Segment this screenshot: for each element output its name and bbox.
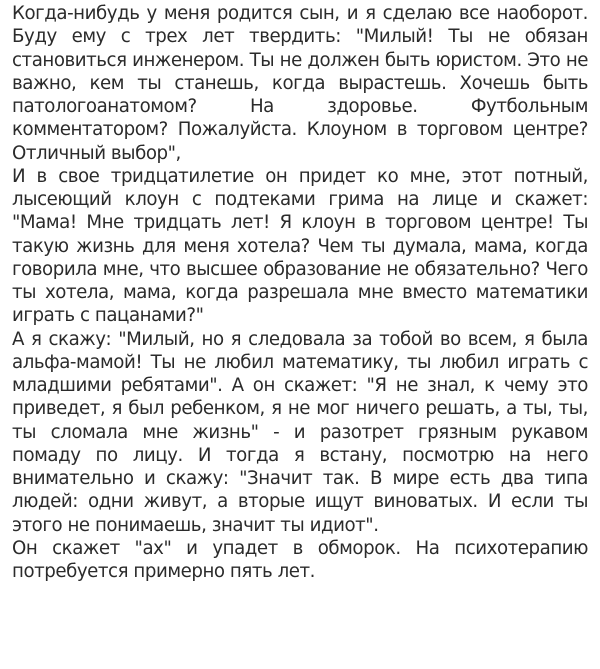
paragraph-1: Когда-нибудь у меня родится сын, и я сделаю все наоборот. Буду ему с трех лет твердить: "Милый! Ты не обязан становиться инженером. Ты не должен быть юристом. Это не важно, кем ты станешь, когда вырастешь. Хочешь быть патологоанатомом? На здоровье. Футбольным комментатором? Пожалуйста. Клоуном в торговом центре? Отличный выбор", bbox=[12, 3, 588, 164]
paragraph-4: Он скажет "ах" и упадет в обморок. На психотерапию потребуется примерно пять лет. bbox=[12, 537, 588, 582]
paragraph-2: И в свое тридцатилетие он придет ко мне, этот потный, лысеющий клоун с подтеками грима на лице и скажет: "Мама! Мне тридцать лет! Я клоун в торговом центре! Ты такую жизнь для меня хотела? Чем ты думала, мама, когда говорила мне, что высшее образование не обязательно? Чего ты хотела, мама, когда разрешала мне вместо математики играть с пацанами?" bbox=[12, 165, 588, 327]
paragraph-3: А я скажу: "Милый, но я следовала за тобой во всем, я была альфа-мамой! Ты не любил математику, ты любил играть с младшими ребятами". А он скажет: "Я не знал, к чему это приведет, я был ребенком, я не мог ничего решать, а ты, ты, ты сломала мне жизнь" - и разотрет грязным рукавом помаду по лицу. И тогда я встану, посмотрю на него внимательно и скажу: "Значит так. В мире есть два типа людей: одни живут, а вторые ищут виноватых. И если ты этого не понимаешь, значит ты идиот". bbox=[12, 328, 588, 536]
